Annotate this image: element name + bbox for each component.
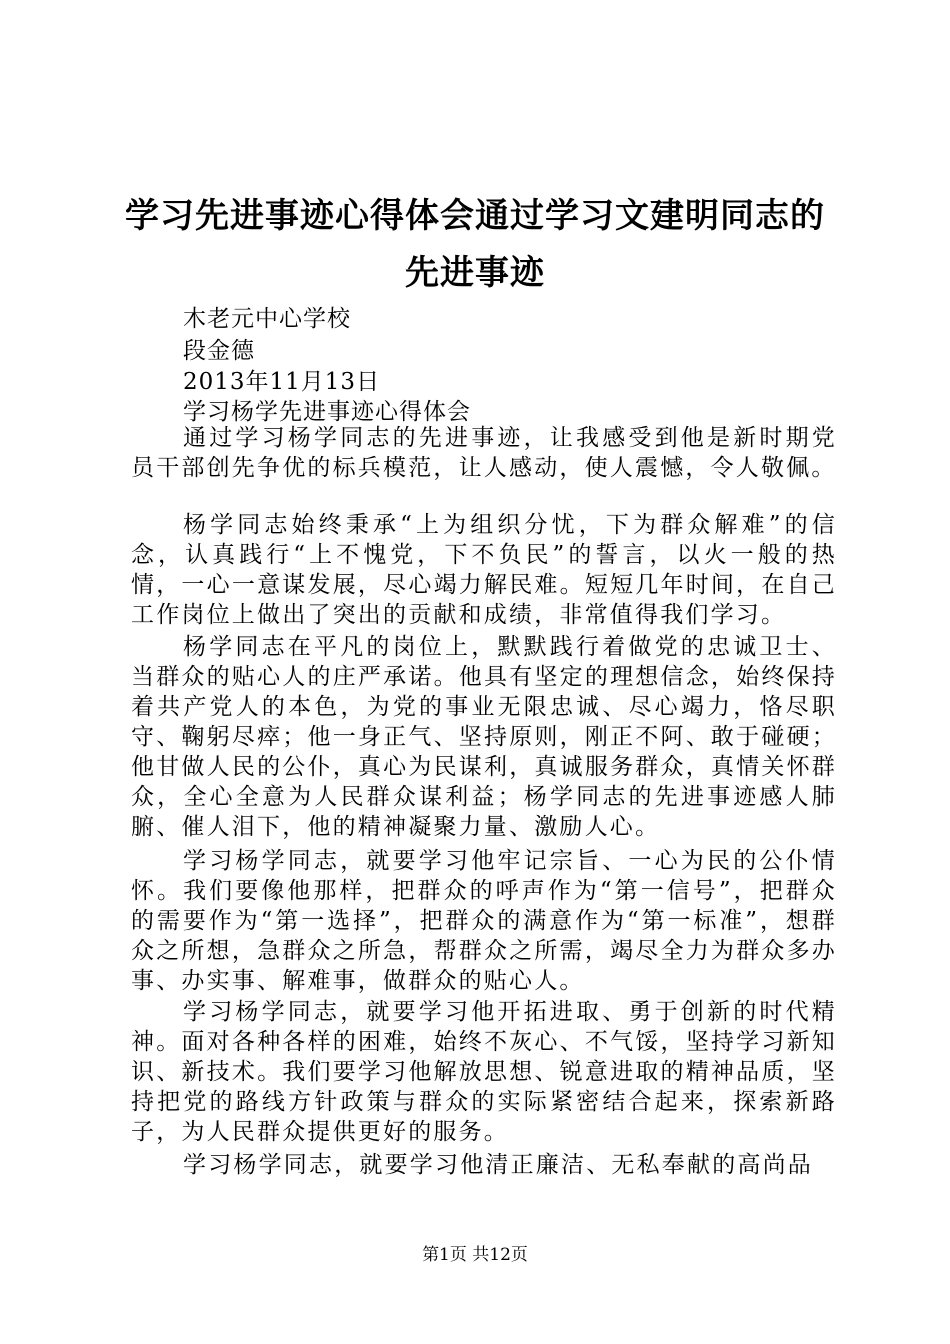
school-name: 木老元中心学校 — [183, 306, 351, 332]
body-paragraph: 通过学习杨学同志的先进事迹，让我感受到他是新时期党员干部创先争优的标兵模范，让人感动，使人震憾，令人敬佩。 — [131, 425, 837, 481]
body-paragraph: 杨学同志在平凡的岗位上，默默践行着做党的忠诚卫士、当群众的贴心人的庄严承诺。他具有坚定的理想信念，始终保持着共产党人的本色，为党的事业无限忠诚、尽心竭力，恪尽职守、鞠躬尽瘁；他一身正气、坚持原则，刚正不阿、敢于碰硬；他甘做人民的公仆，真心为民谋利，真诚服务群众，真情关怀群众，全心全意为人民群众谋利益；杨学同志的先进事迹感人肺腑、催人泪下，他的精神凝聚力量、激励人心。 — [131, 634, 837, 840]
author-name: 段金德 — [183, 338, 255, 364]
body-paragraph: 学习杨学同志，就要学习他清正廉洁、无私奉献的高尚品 — [183, 1152, 813, 1178]
body-paragraph: 杨学同志始终秉承“上为组织分忧，下为群众解难”的信念，认真践行“上不愧党，下不负民”的誓言，以火一般的热情，一心一意谋发展，尽心竭力解民难。短短几年时间，在自己工作岗位上做出了突出的贡献和成绩，非常值得我们学习。 — [131, 512, 837, 628]
body-paragraph: 学习杨学同志，就要学习他牢记宗旨、一心为民的公仆情怀。我们要像他那样，把群众的呼声作为“第一信号”，把群众的需要作为“第一选择”，把群众的满意作为“第一标准”，想群众之所想，急群众之所急，帮群众之所需，竭尽全力为群众多办事、办实事、解难事，做群众的贴心人。 — [131, 848, 837, 994]
document-date: 2013年11月13日 — [183, 369, 381, 395]
document-title-line-1: 学习先进事迹心得体会通过学习文建明同志的 — [125, 196, 825, 236]
document-title-line-2: 先进事迹 — [405, 253, 545, 293]
page-footer: 第1页 共12页 — [422, 1245, 528, 1265]
body-paragraph: 学习杨学同志，就要学习他开拓进取、勇于创新的时代精神。面对各种各样的困难，始终不灰心、不气馁，坚持学习新知识、新技术。我们要学习他解放思想、锐意进取的精神品质，坚持把党的路线方针政策与群众的实际紧密结合起来，探索新路子，为人民群众提供更好的服务。 — [131, 999, 837, 1145]
document-subtitle: 学习杨学先进事迹心得体会 — [183, 399, 471, 425]
